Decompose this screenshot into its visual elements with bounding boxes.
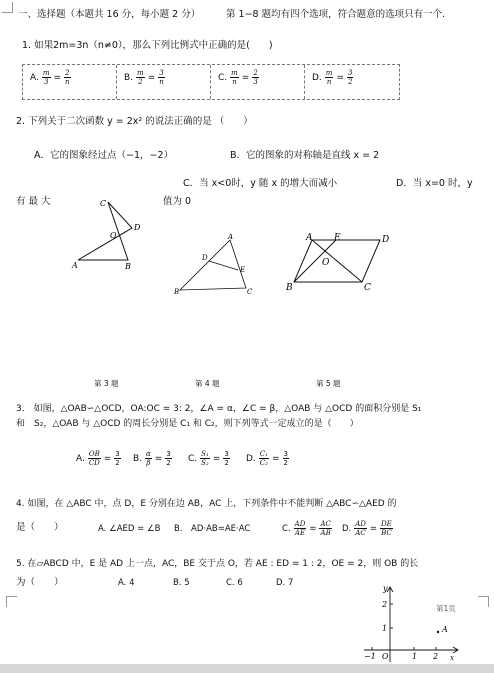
frac-den: S₂ [201,459,209,467]
q5-option-d[interactable]: D. 7 [276,578,294,588]
q1-option-b[interactable]: B. $\frac{m}{2}$ = $\frac{3}{n}$ [124,69,164,86]
q2-option-b[interactable]: B．它的图象的对称轴是直线 x = 2 [230,150,380,161]
q4-option-d[interactable]: D. $\frac{AD}{AC}$ = $\frac{DE}{BC}$ [342,520,392,537]
option-label: D. [312,72,322,83]
option-label: D. [342,523,352,534]
page-number: 第1页 [436,604,456,613]
option-label: B. [124,72,134,83]
graph-x-tick: 1 [412,652,418,661]
q3-option-d[interactable]: D. $\frac{\text{C₁}}{\text{C₂}}$ = $\frac{3}{2}$ [246,450,288,467]
q2-option-a[interactable]: A．它的图象经过点（−1，−2） [34,150,174,161]
fig4-label-b: B [174,288,180,296]
frac-den: n [159,78,164,86]
section-note: 第 1−8 题均有四个选项，符合题意的选项只有一个. [226,9,446,20]
graph-x-tick: 2 [433,652,439,661]
frac-num: 3 [166,450,171,458]
q2-option-d-cont: 有 最 大 [16,196,51,207]
frac-num: 3 [115,450,120,458]
q2-option-d[interactable]: D．当 x=0 时，y [396,178,473,189]
option-label: C. [218,72,228,83]
fig3-label-o: O [110,231,117,240]
fig5-label-e: E [334,233,341,243]
q4-line2: 是（ ） [16,522,64,533]
frac-num: OB [88,450,100,458]
graph-y-tick: 2 [382,600,388,609]
frac-num: 3 [159,69,164,77]
option-label: A. [30,72,39,83]
fig4-label-d: D [202,254,208,262]
page-corner-mark [2,2,13,13]
frac-num: 3 [347,69,353,77]
option-label: C. [188,453,198,464]
q1-option-c[interactable]: C. $\frac{m}{n}$ = $\frac{2}{3}$ [218,69,258,86]
fig5-label-a: A [306,233,313,243]
figure-3-diagram [68,196,148,274]
option-label: A. [76,453,85,464]
fig5-label-c: C [364,283,371,293]
q1-stem: 1. 如果2m=3n（n≠0），那么下列比例式中正确的是( ) [22,40,273,51]
frac-den: 3 [43,78,49,86]
frac-num: AC [320,520,331,528]
q1-option-a[interactable]: A. $\frac{m}{3}$ = $\frac{2}{n}$ [30,69,70,86]
q3-line1: 3． 如图，△OAB∽△OCD，OA:OC = 3: 2，∠A = α，∠C = β，△OAB 与 △OCD 的面积分别是 S₁ [16,404,422,414]
frac-num: S₁ [201,450,209,458]
frac-num: 2 [65,69,70,77]
frac-den: AB [320,529,331,537]
q2-option-c[interactable]: C．当 x<0时，y 随 x 的增大而减小 [183,178,338,189]
q3-line2: 和 S₂，△OAB 与 △OCD 的周长分别是 C₁ 和 C₂，则下列等式一定成立的是（ ） [16,419,359,429]
fig5-label-o: O [322,258,330,268]
fig3-label-a: A [72,261,78,270]
frac-den: 2 [166,459,171,467]
frac-num: AD [294,520,306,528]
q5-option-a[interactable]: A. 4 [118,578,135,588]
frac-den: n [326,78,332,86]
frac-den: n [232,78,237,86]
frac-num: DE [381,520,392,528]
page-corner-mark [478,596,489,607]
frac-den: CD [88,459,100,467]
frac-num: m [325,69,333,77]
q5-line2: 为（ ） [16,577,64,588]
graph-point-a: A [442,625,448,634]
frac-num: α [146,450,151,458]
frac-num: 3 [224,450,229,458]
coordinate-graph [362,582,462,664]
frac-den: β [146,459,151,467]
figure-5-caption: 第 5 题 [316,379,341,388]
q4-option-a[interactable]: A. ∠AED = ∠B [98,524,161,534]
option-label: C. [282,523,291,534]
figure-5-diagram [282,230,394,296]
figure-4-diagram [170,232,260,298]
q5-option-c[interactable]: C. 6 [226,578,243,588]
figure-4-caption: 第 4 题 [195,379,220,388]
frac-num: C₁ [259,450,268,458]
q4-option-b[interactable]: B. AD·AB=AE·AC [174,524,251,534]
fig4-label-a: A [228,233,234,241]
fig5-label-b: B [286,283,293,293]
page-corner-mark [6,596,17,607]
graph-x-label: x [450,654,454,662]
q4-line1: 4. 如图，在 △ABC 中，点 D，E 分别在边 AB，AC 上，下列条件中不能判断 △ABC∽△AED 的 [16,499,397,509]
q3-option-b[interactable]: B. $\frac{\alpha}{\beta}$ = $\frac{3}{2}$ [133,450,171,467]
fig4-label-c: C [247,288,253,296]
graph-x-tick: −1 [364,652,376,661]
q2-option-d-cont: 值为 0 [163,196,192,207]
frac-num: m [231,69,238,77]
q1-option-d[interactable]: D. $\frac{m}{n}$ = $\frac{3}{2}$ [312,69,353,86]
graph-y-label: y [383,584,388,593]
frac-num: m [137,69,144,77]
figure-3-caption: 第 3 题 [94,379,119,388]
graph-origin: O [382,652,389,661]
q5-option-b[interactable]: B. 5 [173,578,190,588]
frac-den: 2 [283,459,288,467]
graph-point-a-marker [437,631,439,633]
option-label: B. [133,453,143,464]
frac-num: 3 [283,450,288,458]
frac-num: m [42,69,50,77]
frac-den: 2 [224,459,229,467]
option-label: D. [246,453,256,464]
frac-den: AC [355,529,366,537]
q2-stem: 2. 下列关于二次函数 y = 2x² 的说法正确的是 （ ） [16,116,253,127]
frac-num: 2 [253,69,258,77]
fig3-label-c: C [100,199,107,208]
frac-den: 3 [253,78,258,86]
frac-num: AD [355,520,366,528]
page-bottom-bar [0,664,494,673]
frac-den: 2 [115,459,120,467]
fig3-label-d: D [134,223,141,232]
frac-den: BC [381,529,392,537]
section-heading: 一、选择题（本题共 16 分，每小题 2 分） [18,9,201,20]
frac-den: C₂ [259,459,268,467]
q4-option-c[interactable]: C. $\frac{AD}{AE}$ = $\frac{AC}{AB}$ [282,520,331,537]
frac-den: 2 [347,78,353,86]
q5-line1: 5. 在▱ABCD 中，E 是 AD 上一点，AC，BE 交于点 O，若 AE : ED = 1 : 2，OE = 2，则 OB 的长 [16,559,419,569]
fig5-label-d: D [382,235,390,245]
fig3-label-b: B [125,262,131,271]
frac-den: AE [294,529,306,537]
q3-option-a[interactable]: A. $\frac{OB}{CD}$ = $\frac{3}{2}$ [76,450,120,467]
q3-option-c[interactable]: C. $\frac{\text{S₁}}{\text{S₂}}$ = $\frac{3}{2}$ [188,450,229,467]
fig4-label-e: E [240,266,246,274]
graph-y-tick: 1 [382,624,388,633]
frac-den: n [65,78,70,86]
frac-den: 2 [138,78,143,86]
